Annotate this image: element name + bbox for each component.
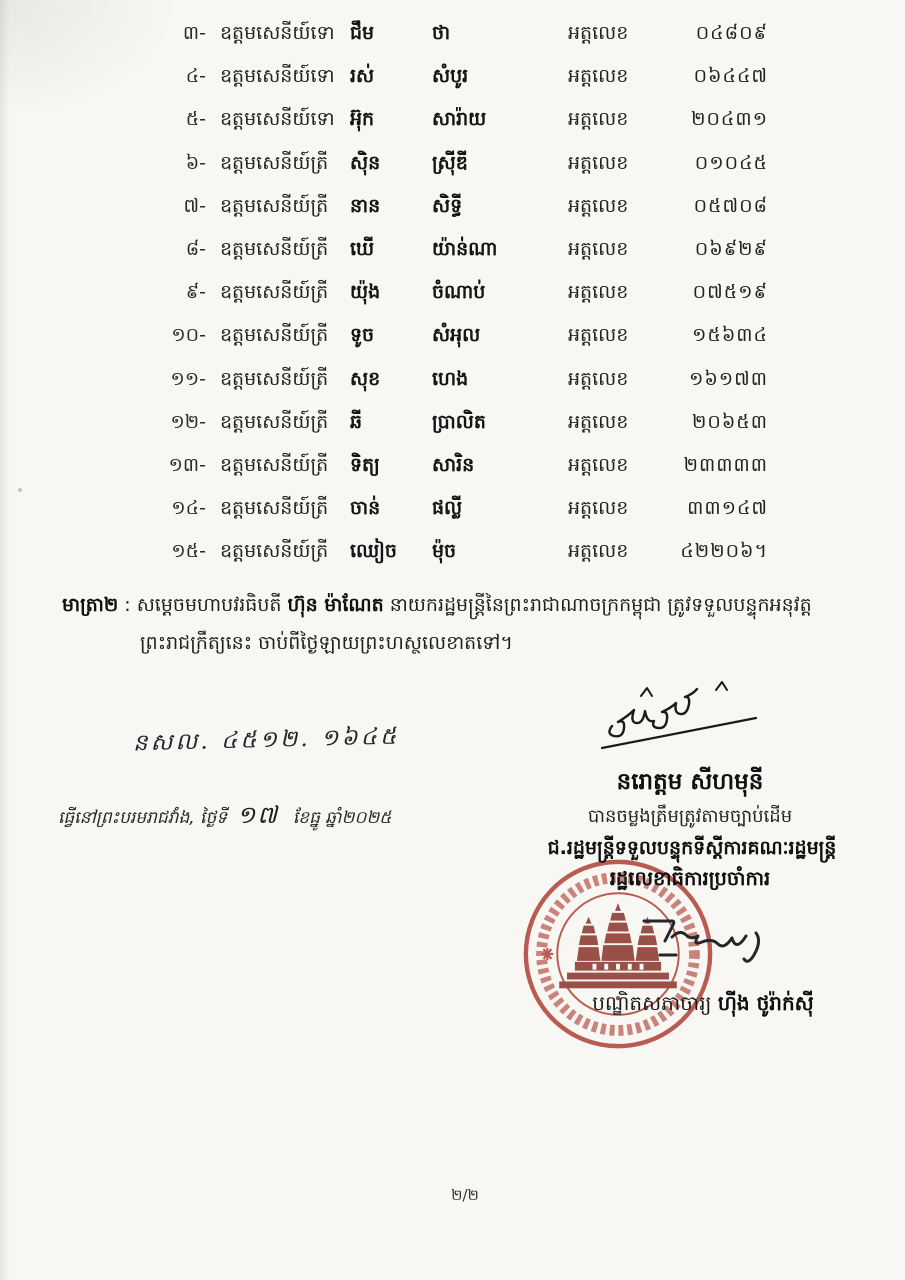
table-row — [148, 12, 808, 55]
article-line1-pre: សម្ដេចមហាបវរធិបតី — [136, 594, 288, 616]
id-number: ៤២២០៦។ — [680, 540, 768, 563]
rank-label: ឧត្តមសេនីយ៍ត្រី — [220, 453, 329, 476]
row-number: ៣- — [182, 22, 206, 44]
surname: ទិត្យ — [350, 453, 380, 476]
scan-edge-shading — [0, 0, 10, 1280]
article-label: មាត្រា២ — [62, 594, 119, 616]
article-colon: : — [118, 594, 137, 616]
id-number: ០១០៤៥ — [694, 151, 768, 174]
surname: សុខ — [350, 367, 381, 390]
id-number: ២០៤៣១ — [691, 108, 768, 131]
id-number: ២០៦៥៣ — [692, 410, 768, 433]
id-label: អត្តលេខ — [568, 22, 629, 44]
rank-label: ឧត្តមសេនីយ៍ត្រី — [220, 151, 329, 174]
given-name: សំអុល — [432, 324, 481, 347]
rank-label: ឧត្តមសេនីយ៍ត្រី — [220, 410, 329, 433]
row-number: ១៣- — [168, 453, 206, 476]
id-label: អត្តលេខ — [568, 324, 629, 347]
id-label: អត្តលេខ — [568, 237, 629, 260]
given-name: ប្រាលិត — [432, 410, 486, 433]
given-name: ផល្លី — [432, 497, 463, 520]
table-row — [148, 444, 808, 487]
table-row — [148, 401, 808, 444]
given-name: សារ៉ាយ — [432, 108, 487, 131]
table-row — [148, 185, 808, 228]
row-number: ១០- — [171, 324, 206, 347]
article-line2: ព្រះរាជក្រឹត្យនេះ ចាប់ពីថ្ងៃឡាយព្រះហស្ថលេខាតទៅ។ — [140, 632, 513, 654]
royal-signature — [598, 678, 768, 758]
rank-label: ឧត្តមសេនីយ៍ត្រី — [220, 497, 329, 520]
certified-copy-line: បានចម្លងត្រឹមត្រូវតាមច្បាប់ដើម — [587, 806, 793, 827]
countersign-name: ហ៊ីង ថូរ៉ាក់ស៊ី — [717, 991, 814, 1015]
place-date-pre: ធ្វើនៅព្រះបរមរាជវាំង, ថ្ងៃទី — [58, 808, 228, 828]
row-number: ៥- — [185, 108, 206, 131]
table-row — [148, 530, 808, 573]
id-label: អត្តលេខ — [568, 497, 629, 520]
article-line1-post: នាយករដ្ឋមន្ត្រីនៃព្រះរាជាណាចក្រកម្ពុជា ត្រូវទទួលបន្ទុកអនុវត្ត — [383, 594, 812, 616]
table-row — [148, 98, 808, 141]
id-label: អត្តលេខ — [568, 453, 629, 476]
secretary-title-line: រដ្ឋលេខាធិការប្រចាំការ — [609, 867, 771, 890]
given-name: ថា — [432, 22, 451, 44]
id-number: ១៥៦៣៤ — [692, 324, 768, 347]
table-row — [148, 358, 808, 401]
surname: ជឹម — [350, 22, 375, 44]
surname: ស៊ិន — [350, 151, 381, 174]
surname: យ៉ុង — [350, 281, 381, 304]
id-number: ០៧៥១៩ — [692, 281, 768, 304]
prime-minister-name: ហ៊ុន ម៉ាណែត — [287, 594, 384, 616]
surname: រស់ — [350, 65, 375, 88]
handwritten-day: ១៧ — [237, 801, 279, 829]
place-date-line — [58, 800, 391, 835]
row-number: ៦- — [185, 151, 206, 174]
row-number: ៧- — [183, 194, 206, 217]
rank-label: ឧត្តមសេនីយ៍ត្រី — [220, 367, 329, 390]
handwritten-reference-number: នសល. ៤៥១២. ១៦៤៥ — [132, 723, 400, 757]
id-number: ០៦៩២៩ — [694, 237, 768, 260]
surname: នាន — [350, 194, 381, 217]
id-number: ០៥៧០៨ — [693, 194, 768, 217]
id-label: អត្តលេខ — [568, 151, 629, 174]
id-label: អត្តលេខ — [568, 367, 629, 390]
table-row — [148, 314, 808, 357]
id-number: ១៦១៧៣ — [688, 367, 768, 390]
id-number: ០៤៨០៩ — [695, 22, 768, 44]
row-number: ៤- — [185, 65, 206, 88]
rank-label: ឧត្តមសេនីយ៍ត្រី — [220, 324, 329, 347]
countersign-title: បណ្ឌិតសភាចារ្យ — [592, 991, 718, 1015]
surname: ទូច — [350, 324, 375, 347]
surname: ចាន់ — [350, 497, 381, 520]
given-name: ចំណាប់ — [432, 281, 486, 304]
id-label: អត្តលេខ — [568, 410, 629, 433]
id-label: អត្តលេខ — [568, 540, 629, 563]
table-row — [148, 228, 808, 271]
page-number: ២/២ — [451, 1186, 479, 1204]
row-number: ១២- — [170, 410, 206, 433]
given-name: សារិន — [432, 453, 475, 476]
rank-label: ឧត្តមសេនីយ៍ត្រី — [220, 281, 329, 304]
given-name: ហេង — [432, 367, 469, 390]
article-2-paragraph — [62, 586, 857, 662]
id-label: អត្តលេខ — [568, 108, 629, 131]
id-number: ០៦៤៤៧ — [693, 65, 768, 88]
rank-label: ឧត្តមសេនីយ៍ទោ — [220, 65, 335, 88]
given-name: ម៉ុច — [432, 540, 457, 563]
rank-label: ឧត្តមសេនីយ៍ត្រី — [220, 540, 329, 563]
minister-title-line: ជ.រដ្ឋមន្ត្រីទទួលបន្ទុកទីស្តីការគណៈរដ្ឋមន្ត្រី — [547, 837, 837, 859]
countersignature-scribble — [638, 893, 788, 983]
table-row — [148, 142, 808, 185]
place-date-post: ខែធ្នូ ឆ្នាំ២០២៥ — [292, 808, 392, 828]
given-name: ស្រ៊ីឌី — [432, 151, 468, 174]
scan-artifact-dot — [18, 488, 22, 492]
surname: អ៊ុក — [350, 108, 375, 131]
id-number: ៣៣១៤៧ — [687, 497, 768, 520]
given-name: យ៉ាន់ណា — [432, 237, 498, 260]
given-name: សិទ្ធី — [432, 194, 463, 217]
id-label: អត្តលេខ — [568, 281, 629, 304]
surname: ឈៀច — [350, 540, 397, 563]
table-row — [148, 271, 808, 314]
id-label: អត្តលេខ — [568, 65, 629, 88]
surname: ឆី — [350, 410, 363, 433]
seal-star-icon — [542, 948, 554, 960]
id-label: អត្តលេខ — [568, 194, 629, 217]
rank-label: ឧត្តមសេនីយ៍ទោ — [220, 22, 335, 44]
row-number: ១៤- — [171, 497, 206, 520]
row-number: ៨- — [185, 237, 206, 260]
row-number: ៩- — [185, 281, 206, 304]
surname: ឃើ — [350, 237, 375, 260]
id-number: ២៣៣៣៣ — [683, 453, 768, 476]
row-number: ១៥- — [171, 540, 206, 563]
king-name: នរោត្តម សីហមុនី — [616, 769, 764, 795]
rank-label: ឧត្តមសេនីយ៍ត្រី — [220, 237, 329, 260]
officer-roster — [148, 12, 808, 573]
table-row — [148, 55, 808, 98]
countersign-name-line — [518, 990, 888, 1020]
given-name: សំបូរ — [432, 65, 469, 88]
row-number: ១១- — [170, 367, 206, 390]
table-row — [148, 487, 808, 530]
rank-label: ឧត្តមសេនីយ៍ត្រី — [220, 194, 329, 217]
rank-label: ឧត្តមសេនីយ៍ទោ — [220, 108, 335, 131]
